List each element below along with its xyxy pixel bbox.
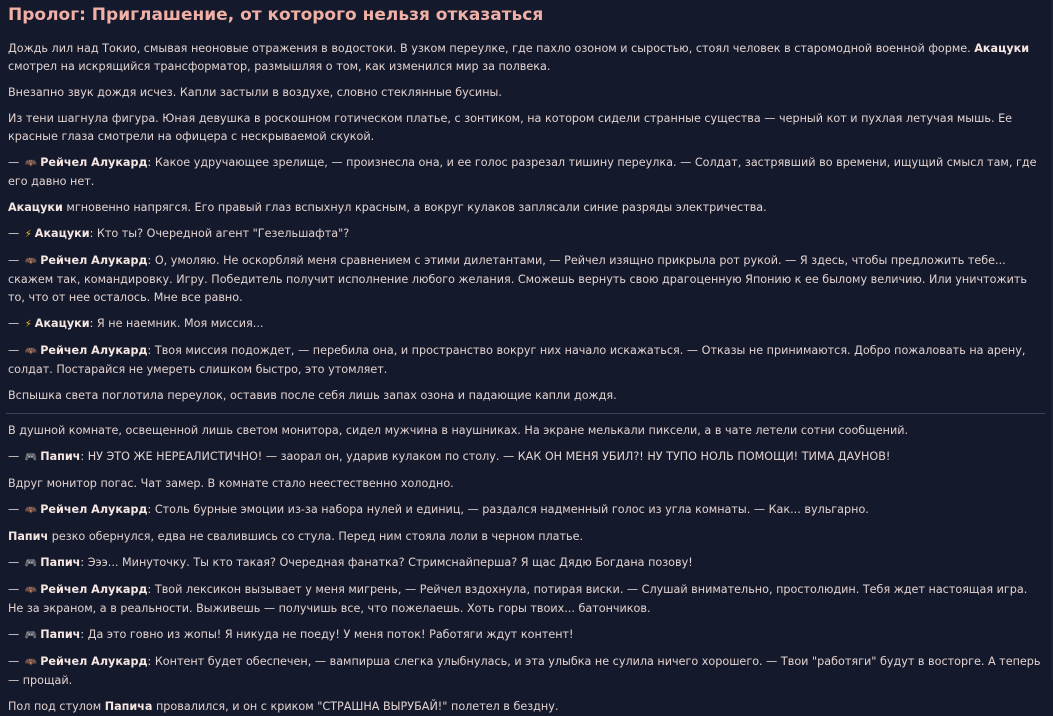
narration-paragraph: Внезапно звук дождя исчез. Капли застыли в воздухе, словно стеклянные бусины. [8, 86, 502, 99]
bat-icon: 🦇 [24, 158, 38, 169]
dialogue-text: : Да это говно из жопы! Я никуда не поеду! У меня поток! Работяги ждут контент! [80, 628, 574, 641]
dialogue-dash: — [8, 344, 23, 357]
dialogue-dash: — [8, 628, 23, 641]
narration-paragraph: Вдруг монитор погас. Чат замер. В комнате стало неестественно холодно. [8, 477, 454, 490]
dialogue-line [8, 653, 1043, 690]
narration-paragraph [8, 199, 1043, 217]
dialogue-text: : Столь бурные эмоции из-за набора нулей и единиц, — раздался надменный голос из угла комнаты. — Как... вульгарно. [147, 503, 869, 516]
narration-paragraph [8, 528, 1043, 546]
dialogue-line [8, 448, 1043, 467]
gamepad-icon: 🎮 [24, 630, 38, 641]
bat-icon: 🦇 [24, 585, 38, 596]
gamepad-icon: 🎮 [24, 452, 38, 463]
dialogue-dash: — [8, 583, 23, 596]
speaker-name: Папич [40, 628, 81, 641]
dialogue-dash: — [8, 655, 23, 668]
dialogue-text: : НУ ЭТО ЖЕ НЕРЕАЛИСТИЧНО! — заорал он, ударив кулаком по столу. — КАК ОН МЕНЯ УБИЛ?! НУ ТУПО НОЛЬ ПОМОЩИ! ТИМА ДАУНОВ! [80, 450, 891, 463]
speaker-name: Рейчел Алукард [40, 583, 148, 596]
narration-text: мгновенно напрягся. Его правый глаз вспыхнул красным, а вокруг кулаков заплясали синие разряды электричества. [62, 201, 767, 214]
character-name: Папича [104, 700, 153, 713]
narration-paragraph: Из тени шагнула фигура. Юная девушка в роскошном готическом платье, с зонтиком, на котором сидели странные существа — черный кот и пухлая летучая мышь. Ее красные глаза смотрели на офицера с нескрываемой скукой. [8, 112, 1013, 143]
dialogue-dash: — [8, 503, 23, 516]
speaker-name: Рейчел Алукард [40, 655, 148, 668]
speaker-name: Папич [40, 450, 81, 463]
dialogue-text: : Твоя миссия подождет, — перебила она, и пространство вокруг них начало искажаться. — Отказы не принимаются. Добро пожаловать на арену, солдат. Постарайся не умереть слишком быстро, это утомляет. [8, 344, 1026, 376]
dialogue-text: : О, умоляю. Не оскорбляй меня сравнением с этими дилетантами, — Рейчел изящно прикрыла рот рукой. — Я здесь, чтобы предложить тебе... скажем так, командировку. Игру. Победитель получит исполнение любого желания. Сможешь вернуть свою драгоценную Японию к ее былому величию. Или уничтожить то, что от нее осталось. Мне все равно. [8, 254, 1027, 304]
narration-paragraph [8, 698, 1043, 716]
narration-text: Пол под стулом [8, 700, 105, 713]
narration-paragraph [8, 40, 1043, 76]
speaker-name: Рейчел Алукард [40, 254, 148, 267]
dialogue-line [8, 154, 1043, 191]
dialogue-text: : Кто ты? Очередной агент "Гезельшафта"? [89, 227, 350, 240]
dialogue-line [8, 315, 1043, 334]
dialogue-dash: — [8, 450, 23, 463]
speaker-name: Акацуки [34, 227, 90, 240]
dialogue-dash: — [8, 227, 23, 240]
dialogue-text: : Контент будет обеспечен, — вампирша слегка улыбнулась, и эта улыбка не сулила ничего хорошего. — Твои "работяги" будут в восторге. А теперь — прощай. [8, 655, 1041, 687]
gamepad-icon: 🎮 [24, 558, 38, 569]
narration-paragraph: В душной комнате, освещенной лишь светом монитора, сидел мужчина в наушниках. На экране мелькали пиксели, а в чате летели сотни сообщений. [8, 424, 909, 437]
dialogue-line [8, 225, 1043, 244]
narration-text: провалился, и он с криком "СТРАШНА ВЫРУБАЙ!" полетел в бездну. [152, 700, 559, 713]
bat-icon: 🦇 [24, 657, 38, 668]
speaker-name: Акацуки [34, 317, 90, 330]
dialogue-dash: — [8, 254, 23, 267]
character-name: Папич [8, 530, 49, 543]
dialogue-dash: — [8, 556, 23, 569]
dialogue-text: : Твой лексикон вызывает у меня мигрень, — Рейчел вздохнула, потирая виски. — Слушай внимательно, простолюдин. Тебя ждет настоящая игра. Не за экраном, а в реальности. Выживешь — получишь все, что пожелаешь. Хоть горы твоих... батончиков. [8, 583, 1028, 615]
speaker-name: Рейчел Алукард [40, 344, 148, 357]
bat-icon: 🦇 [24, 256, 38, 267]
narration-paragraph: Вспышка света поглотила переулок, оставив после себя лишь запах озона и падающие капли дождя. [8, 389, 617, 402]
character-name: Акацуки [974, 42, 1030, 55]
narration-text: резко обернулся, едва не свалившись со стула. Перед ним стояла лоли в черном платье. [48, 530, 584, 543]
dialogue-dash: — [8, 317, 23, 330]
speaker-name: Папич [40, 556, 81, 569]
dialogue-line [8, 342, 1043, 379]
dialogue-dash: — [8, 156, 23, 169]
bat-icon: 🦇 [24, 346, 38, 357]
speaker-name: Рейчел Алукард [40, 156, 148, 169]
dialogue-text: : Я не наемник. Моя миссия... [89, 317, 264, 330]
scene-divider [6, 413, 1045, 414]
narration-text: Дождь лил над Токио, смывая неоновые отражения в водостоки. В узком переулке, где пахло озоном и сыростью, стоял человек в старомодной военной форме. [8, 42, 975, 55]
dialogue-line [8, 554, 1043, 573]
speaker-name: Рейчел Алукард [40, 503, 148, 516]
lightning-icon: ⚡ [24, 229, 32, 240]
bat-icon: 🦇 [24, 505, 38, 516]
character-name: Акацуки [8, 201, 63, 214]
dialogue-text: : Какое удручающее зрелище, — произнесла она, и ее голос разрезал тишину переулка. — Солдат, застрявший во времени, ищущий смысл там, где его давно нет. [8, 156, 1037, 188]
dialogue-line [8, 501, 1043, 520]
narration-text: смотрел на искрящийся трансформатор, размышляя о том, как изменился мир за полвека. [8, 60, 551, 73]
dialogue-line [8, 626, 1043, 645]
story-title: Пролог: Приглашение, от которого нельзя отказаться [8, 5, 544, 25]
lightning-icon: ⚡ [24, 319, 32, 330]
dialogue-line [8, 252, 1043, 307]
dialogue-line [8, 581, 1043, 618]
dialogue-text: : Эээ... Минуточку. Ты кто такая? Очередная фанатка? Стримснайперша? Я щас Дядю Богдана позову! [80, 556, 693, 569]
